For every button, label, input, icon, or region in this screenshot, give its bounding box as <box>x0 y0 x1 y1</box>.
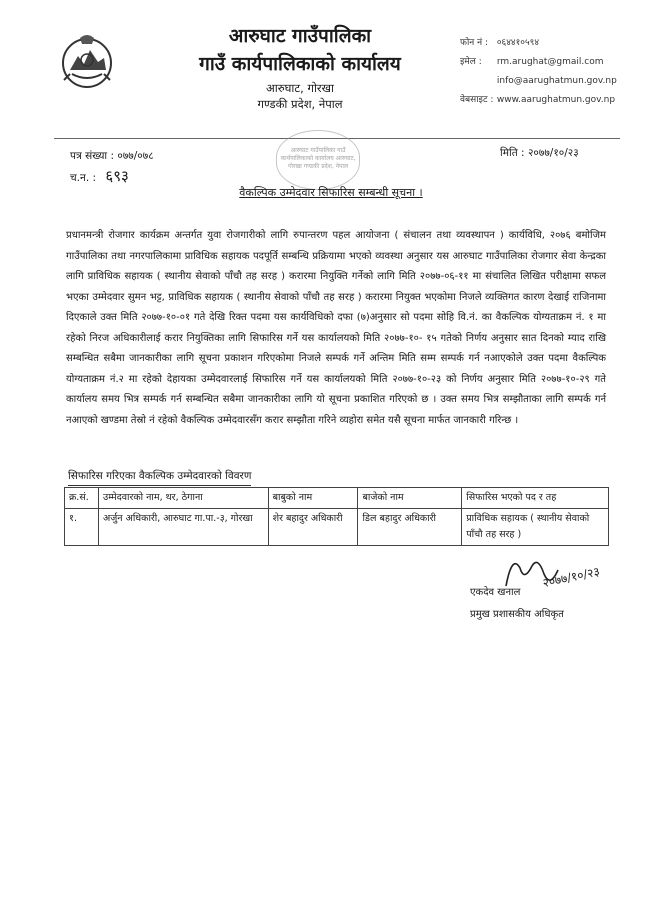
org-name: आरुघाट गाउँपालिका <box>228 25 372 47</box>
email-label: इमेल : <box>460 57 482 67</box>
cell-candidate: अर्जुन अधिकारी, आरुघाट गा.पा.-३, गोरखा <box>98 509 268 546</box>
table-header-row <box>65 488 609 509</box>
signature-date: २०७७/१०/२३ <box>541 564 601 591</box>
header-post: सिफारिस भएको पद र तह <box>462 488 609 509</box>
contact-block <box>460 34 617 110</box>
signatory-name: एकदेव खनाल <box>470 587 521 598</box>
reference-block <box>70 146 154 188</box>
header-grandfather: बाजेको नाम <box>358 488 462 509</box>
contact-phone <box>460 34 617 53</box>
web-value: www.aarughatmun.gov.np <box>496 95 616 105</box>
table-title <box>68 469 251 486</box>
dispatch-number-label: च.न. : <box>70 172 97 184</box>
cell-serial: १. <box>65 509 99 546</box>
office-address: आरुघाट, गोरखा <box>265 81 335 95</box>
header-candidate: उम्मेदवारको नाम, थर, ठेगाना <box>98 488 268 509</box>
header-serial: क्र.सं. <box>65 488 99 509</box>
letterhead <box>150 22 450 112</box>
notice-body: प्रधानमन्त्री रोजगार कार्यक्रम अन्तर्गत युवा रोजगारीको लागि रुपान्तरण पहल आयोजना ( संचालन तथा व्यवस्थापन ) कार्यविधि, २०७६ बमोजिम गाउँपालिका तथा नगरपालिकामा प्राविधिक सहायक पदपूर्ति सम्बन्धि प्रक्रियामा भएको व्यवस्था अनुसार यस आरुघाट गाउँपालिका रोजगार सेवा केन्द्रका लागि प्राविधिक सहायक ( स्थानीय सेवाको पाँचौ तह सरह ) करारमा नियुक्ति गर्नेको लागि मिति २०७७-०६-११ मा संचालित लिखित परीक्षामा सफल भएका उम्मेदवार सुमन भट्ट, प्राविधिक सहायक ( स्थानीय सेवाको पाँचौ तह सरह ) करारमा नियुक्त भएकोमा निजले व्यक्तिगत कारण देखाई राजिनामा दिएकाले उक्त मिति २०७७-१०-०१ गते देखि रिक्त पदमा यस कार्यविधिको दफा (७)अनुसार सो पदमा सोहि वि.नं. का वैकल्पिक योग्यताक्रम नं. १ मा रहेको निरज अधिकारीलाई करार नियुक्तिका लागि सिफारिस गर्ने यस कार्यालयको मिति २०७७-१०- १५ गतेको निर्णय अनुसार सात दिनको म्याद राखि सम्बन्धित सबैमा जानकारीका लागि सूचना प्रकाशन गरिएकोमा निजले सम्पर्क गर्ने अन्तिम मिति सम्म सम्पर्क गर्न नआएकोले उक्त पदमा वैकल्पिक योग्यताक्रम नं.२ मा रहेको देहायका उम्मेदवारलाई सिफारिस गर्ने यस कार्यालयको मिति २०७७-१०-२३ को निर्णय अनुसार मिति २०७७-१०-२९ गते कार्यालय समय भित्र सम्पर्क गर्न सम्बन्धित सबैमा जानकारीका लागि यो सूचना प्रकाशित गरिएको छ । उक्त समय भित्र सम्झौताका लागि सम्पर्क गर्न नआएको खण्डमा तेस्रो नं रहेको वैकल्पिक उम्मेदवारसँग करार सम्झौता गरिने व्यहोरा समेत यसै सूचना मार्फत जानकारी गरिन्छ । <box>66 230 606 426</box>
letter-number-label: पत्र संख्या : <box>70 150 115 162</box>
cell-father: शेर बहादुर अधिकारी <box>268 509 358 546</box>
contact-email <box>460 53 617 72</box>
letter-number-value: ०७७/०७८ <box>117 150 154 162</box>
phone-value: ०६४४१०५९४ <box>496 38 539 48</box>
nepal-emblem-icon <box>56 30 118 92</box>
contact-email-2 <box>460 72 617 91</box>
candidate-table <box>64 487 609 546</box>
table-row <box>65 509 609 546</box>
date-value: २०७७/१०/२३ <box>527 147 579 159</box>
dispatch-number-value: ६९३ <box>105 167 129 185</box>
subject-line: वैकल्पिक उम्मेदवार सिफारिस सम्बन्धी सूचना । <box>239 186 423 199</box>
header-father: बाबुको नाम <box>268 488 358 509</box>
email-value-2: info@aarughatmun.gov.np <box>496 76 617 86</box>
table-title-text: सिफारिस गरिएका वैकल्पिक उम्मेदवारको विवरण <box>68 469 251 486</box>
cell-post: प्राविधिक सहायक ( स्थानीय सेवाको पाँचौ तह सरह ) <box>462 509 609 546</box>
letter-date <box>500 146 579 160</box>
web-label: वेबसाइट : <box>460 95 494 105</box>
signatory-designation: प्रमुख प्रशासकीय अधिकृत <box>470 609 564 620</box>
phone-label: फोन नं : <box>460 38 489 48</box>
stamp-text: आरुघाट गाउँपालिका गाउँ कार्यपालिकाको कार्यालय आरुघाट, गोरखा गण्डकी प्रदेश, नेपाल <box>280 147 356 170</box>
contact-web <box>460 91 617 110</box>
date-label: मिति : <box>500 147 525 159</box>
signature-block <box>470 582 564 626</box>
office-stamp <box>276 130 360 190</box>
office-name: गाउँ कार्यपालिकाको कार्यालय <box>199 53 401 75</box>
office-province: गण्डकी प्रदेश, नेपाल <box>257 97 343 111</box>
letter-number <box>70 146 154 166</box>
cell-grandfather: डिल बहादुर अधिकारी <box>358 509 462 546</box>
email-value-1: rm.arughat@gmail.com <box>496 57 604 67</box>
